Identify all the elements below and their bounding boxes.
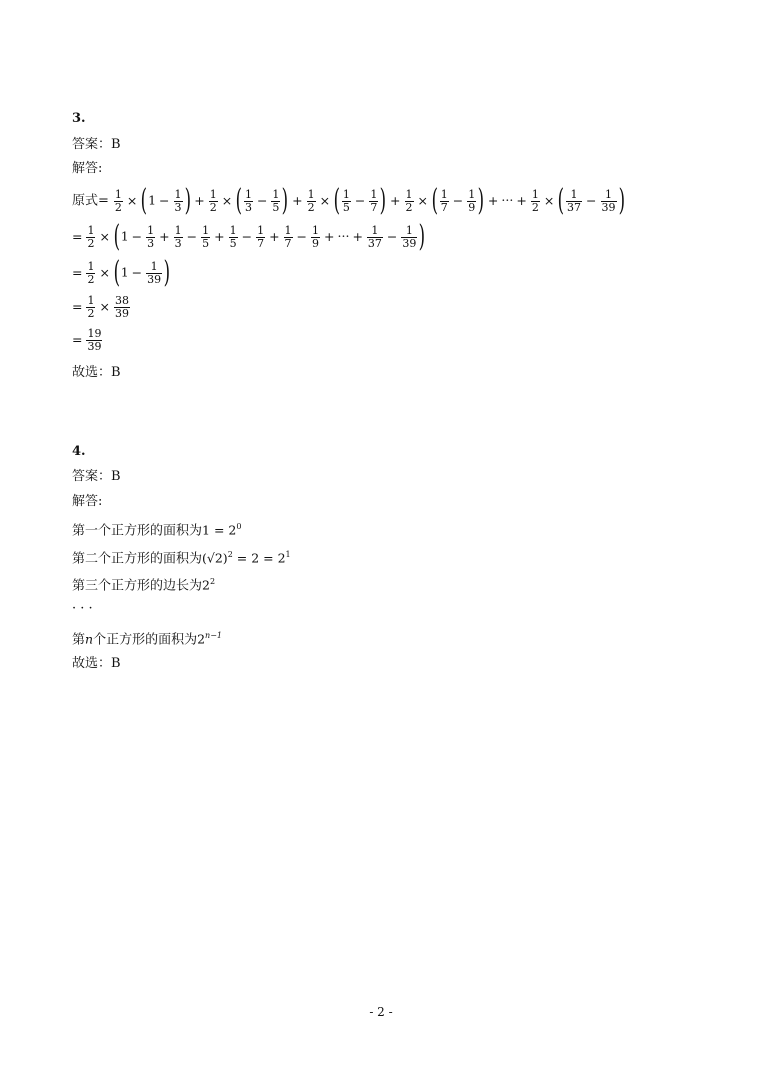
orig-label: 原式= xyxy=(72,193,109,209)
q4-step-n-exp: n−1 xyxy=(205,631,222,640)
q4-step-3 xyxy=(72,574,215,594)
explain-label-3: 解答: xyxy=(72,161,103,176)
choice-line-3: 故选：B xyxy=(72,365,121,380)
equation-line-2: = $\frac{1}{2}$ × (1 − $\frac{1}{3}$ + $\frac{1}{3}$ − $\frac{1}{5}$ + $\frac{1}{5}$ − $\frac{1}{7}$ + $\frac{1}{7}$ − $\frac{1}{9}$ + ··· + $\frac{1}{37}$ − $\frac{1}{39}$ ) xyxy=(72,219,426,254)
q4-step-2-exp1: 2 xyxy=(227,550,233,559)
q4-step-n-math: 2 xyxy=(197,631,206,647)
answer-line-3: 答案：B xyxy=(72,137,121,152)
q4-ellipsis: · · · xyxy=(72,601,93,616)
q4-step-n-pre: 第 xyxy=(72,632,86,648)
choice-line-4: 故选：B xyxy=(72,656,121,671)
q4-step-n-var: n xyxy=(85,631,94,647)
q4-step-1-math: 1 = 2 xyxy=(202,522,237,538)
q4-step-2 xyxy=(72,547,291,567)
q4-step-n-text: 个正方形的面积为 xyxy=(93,632,198,648)
q4-step-2-exp2: 1 xyxy=(285,550,291,559)
equation-line-3: = $\frac{1}{2}$ × (1 − $\frac{1}{39}$ ) xyxy=(72,255,171,290)
q4-step-n xyxy=(72,628,222,648)
q4-step-2-math-pre: (√2) xyxy=(202,550,228,566)
equation-line-4: = $\frac{1}{2}$ × $\frac{38}{39}$ xyxy=(72,294,129,320)
question-number-3: 3. xyxy=(72,111,86,126)
q4-step-2-math-mid: = 2 = 2 xyxy=(232,550,286,566)
q4-step-1 xyxy=(72,519,241,539)
answer-line-4: 答案：B xyxy=(72,469,121,484)
q4-step-2-text: 第二个正方形的面积为 xyxy=(72,551,203,567)
q4-step-3-text: 第三个正方形的边长为 xyxy=(72,578,203,594)
q4-step-3-math: 2 xyxy=(202,577,210,593)
question-number-4: 4. xyxy=(72,444,86,459)
q4-step-3-exp: 2 xyxy=(209,577,216,586)
page-number: - 2 - xyxy=(369,1005,393,1019)
explain-label-4: 解答: xyxy=(72,494,103,509)
q4-step-1-text: 第一个正方形的面积为 xyxy=(72,523,203,539)
equation-line-5: = $\frac{19}{39}$ xyxy=(72,327,102,353)
q4-step-1-exp: 0 xyxy=(236,522,242,531)
equation-line-1: 原式= $\frac{1}{2}$ × (1 − $\frac{1}{3}$ ) + $\frac{1}{2}$ × ( $\frac{1}{3}$ − $\frac{1}{5}$ ) + $\frac{1}{2}$ × ( $\frac{1}{5}$ − $\frac{1}{7}$ ) + $\frac{1}{2}$ × ( $\frac{1}{7}$ − $\frac{1}{9}$ ) + ··· + $\frac{1}{2}$ × ( $\frac{1}{37}$ − $\frac{1}{39}$ ) xyxy=(72,183,625,218)
